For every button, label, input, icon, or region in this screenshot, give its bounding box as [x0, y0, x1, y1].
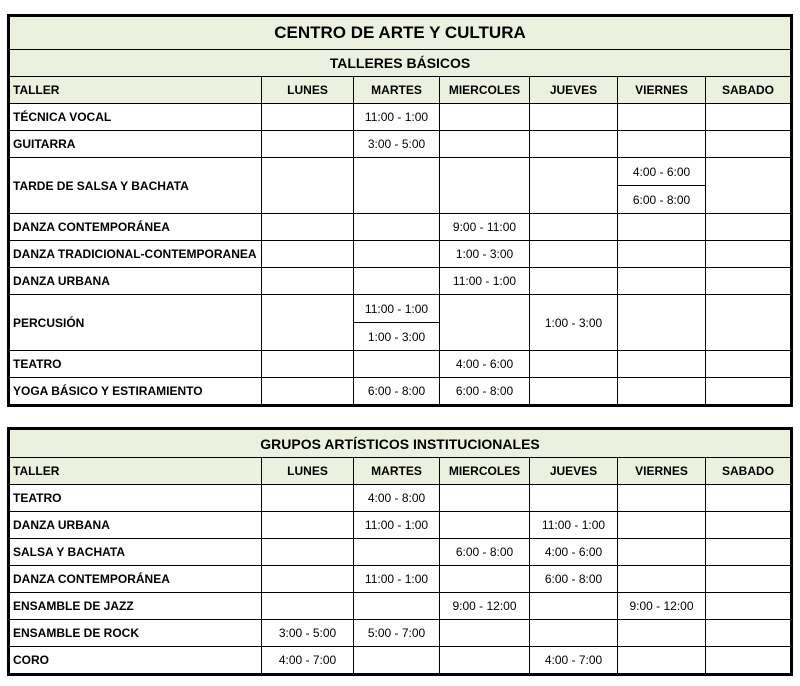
schedule-cell: 6:00 - 8:00 — [354, 378, 440, 405]
schedule-cell — [530, 214, 618, 241]
schedule-cell — [440, 647, 530, 674]
schedule-cell — [530, 268, 618, 295]
schedule-cell — [354, 351, 440, 378]
schedule-cell — [706, 566, 791, 593]
column-header: VIERNES — [618, 458, 706, 485]
schedule-cell: 11:00 - 1:00 — [354, 566, 440, 593]
column-header: MIERCOLES — [440, 77, 530, 104]
schedule-cell: 4:00 - 7:00 — [262, 647, 354, 674]
schedule-cell — [262, 158, 354, 214]
table-row — [10, 647, 791, 674]
schedule-cell: 4:00 - 7:00 — [530, 647, 618, 674]
schedule-cell: 4:00 - 6:00 — [530, 539, 618, 566]
schedule-cell: 9:00 - 12:00 — [440, 593, 530, 620]
schedule-cell — [530, 131, 618, 158]
schedule-cell — [618, 566, 706, 593]
column-header: TALLER — [10, 458, 262, 485]
table-row — [10, 241, 791, 268]
table-row — [10, 131, 791, 158]
schedule-cell: 6:00 - 8:00 — [530, 566, 618, 593]
column-header: SABADO — [706, 458, 791, 485]
schedule-cell — [618, 378, 706, 405]
schedule-cell — [440, 512, 530, 539]
schedule-cell — [530, 351, 618, 378]
schedule-time: 11:00 - 1:00 — [364, 301, 429, 316]
schedule-cell: 1:00 - 3:00 — [530, 295, 618, 351]
table-row — [10, 378, 791, 405]
column-header: SABADO — [706, 77, 791, 104]
schedule-cell: 5:00 - 7:00 — [354, 620, 440, 647]
schedule-cell: 3:00 - 5:00 — [262, 620, 354, 647]
schedule-cell — [354, 647, 440, 674]
taller-name: YOGA BÁSICO Y ESTIRAMIENTO — [10, 378, 262, 405]
schedule-cell: 4:00 - 8:00 — [354, 485, 440, 512]
column-header: LUNES — [262, 77, 354, 104]
schedule-cell — [262, 351, 354, 378]
schedule-cell — [262, 268, 354, 295]
schedule-cell: 11:00 - 1:00 — [354, 512, 440, 539]
schedule-cell: 11:00 - 1:00 — [440, 268, 530, 295]
schedule-cell — [262, 485, 354, 512]
schedule-time: 4:00 - 6:00 — [632, 164, 691, 179]
schedule-cell — [262, 131, 354, 158]
column-header: JUEVES — [530, 77, 618, 104]
schedule-cell — [618, 620, 706, 647]
schedule-cell — [262, 104, 354, 131]
schedule-time: 1:00 - 3:00 — [354, 322, 439, 350]
schedule-cell — [530, 241, 618, 268]
schedule-cell: 9:00 - 11:00 — [440, 214, 530, 241]
column-header: MIERCOLES — [440, 458, 530, 485]
schedule-cell — [706, 241, 791, 268]
section-title: TALLERES BÁSICOS — [10, 50, 791, 77]
table-row — [10, 539, 791, 566]
schedule-cell — [706, 131, 791, 158]
schedule-cell — [618, 241, 706, 268]
schedule-cell — [262, 378, 354, 405]
taller-name: ENSAMBLE DE JAZZ — [10, 593, 262, 620]
header-row — [10, 77, 791, 104]
schedule-cell — [530, 620, 618, 647]
talleres-basicos-section — [7, 14, 793, 407]
schedule-cell — [354, 214, 440, 241]
taller-name: DANZA TRADICIONAL-CONTEMPORANEA — [10, 241, 262, 268]
schedule-cell — [618, 104, 706, 131]
taller-name: TARDE DE SALSA Y BACHATA — [10, 158, 262, 214]
section-title: GRUPOS ARTÍSTICOS INSTITUCIONALES — [10, 430, 791, 458]
schedule-cell — [618, 512, 706, 539]
schedule-cell — [706, 620, 791, 647]
schedule-cell: 11:00 - 1:00 — [354, 104, 440, 131]
schedule-cell — [618, 268, 706, 295]
column-header: MARTES — [354, 458, 440, 485]
schedule-cell — [440, 104, 530, 131]
taller-name: TÉCNICA VOCAL — [10, 104, 262, 131]
column-header: TALLER — [10, 77, 262, 104]
schedule-cell — [530, 158, 618, 214]
schedule-cell — [440, 131, 530, 158]
taller-name: TEATRO — [10, 485, 262, 512]
table-row — [10, 566, 791, 593]
taller-name: SALSA Y BACHATA — [10, 539, 262, 566]
schedule-cell — [706, 214, 791, 241]
schedule-cell — [706, 351, 791, 378]
schedule-cell — [618, 351, 706, 378]
table-row — [10, 620, 791, 647]
schedule-cell — [706, 268, 791, 295]
schedule-cell — [706, 512, 791, 539]
table-row — [10, 158, 791, 214]
schedule-cell — [262, 566, 354, 593]
table-row — [10, 104, 791, 131]
schedule-cell — [262, 512, 354, 539]
taller-name: TEATRO — [10, 351, 262, 378]
schedule-cell: 6:00 - 8:00 — [440, 378, 530, 405]
taller-name: DANZA CONTEMPORÁNEA — [10, 566, 262, 593]
schedule-cell — [618, 539, 706, 566]
schedule-cell — [262, 539, 354, 566]
column-header: VIERNES — [618, 77, 706, 104]
schedule-cell — [706, 593, 791, 620]
schedule-cell — [440, 295, 530, 351]
schedule-time: 6:00 - 8:00 — [618, 185, 705, 213]
schedule-cell — [354, 241, 440, 268]
schedule-cell — [530, 104, 618, 131]
schedule-cell — [706, 539, 791, 566]
schedule-cell — [440, 158, 530, 214]
column-header: JUEVES — [530, 458, 618, 485]
column-header: MARTES — [354, 77, 440, 104]
schedule-cell — [354, 295, 440, 351]
schedule-cell — [618, 214, 706, 241]
schedule-cell — [354, 158, 440, 214]
schedule-cell — [262, 295, 354, 351]
schedule-cell — [262, 241, 354, 268]
header-row — [10, 458, 791, 485]
schedule-cell — [706, 378, 791, 405]
taller-name: DANZA URBANA — [10, 512, 262, 539]
page-title: CENTRO DE ARTE Y CULTURA — [10, 17, 791, 50]
table-row — [10, 351, 791, 378]
table-row — [10, 512, 791, 539]
schedule-cell — [440, 485, 530, 512]
taller-name: PERCUSIÓN — [10, 295, 262, 351]
table-row — [10, 593, 791, 620]
taller-name: DANZA URBANA — [10, 268, 262, 295]
schedule-cell — [706, 158, 791, 214]
schedule-cell — [618, 131, 706, 158]
schedule-cell: 1:00 - 3:00 — [440, 241, 530, 268]
table-row — [10, 214, 791, 241]
schedule-cell — [440, 566, 530, 593]
talleres-basicos-table — [9, 16, 791, 405]
schedule-cell: 4:00 - 6:00 — [440, 351, 530, 378]
schedule-cell — [706, 647, 791, 674]
schedule-cell — [618, 647, 706, 674]
schedule-cell — [706, 295, 791, 351]
taller-name: GUITARRA — [10, 131, 262, 158]
schedule-cell: 11:00 - 1:00 — [530, 512, 618, 539]
schedule-cell — [706, 485, 791, 512]
schedule-cell: 3:00 - 5:00 — [354, 131, 440, 158]
schedule-cell — [618, 295, 706, 351]
schedule-cell — [354, 539, 440, 566]
schedule-cell — [354, 593, 440, 620]
taller-name: DANZA CONTEMPORÁNEA — [10, 214, 262, 241]
schedule-cell: 9:00 - 12:00 — [618, 593, 706, 620]
taller-name: CORO — [10, 647, 262, 674]
schedule-cell — [618, 485, 706, 512]
schedule-cell: 6:00 - 8:00 — [440, 539, 530, 566]
schedule-cell — [262, 593, 354, 620]
schedule-cell — [530, 485, 618, 512]
schedule-cell — [530, 378, 618, 405]
table-row — [10, 485, 791, 512]
schedule-cell — [354, 268, 440, 295]
schedule-cell — [440, 620, 530, 647]
grupos-artisticos-section — [7, 427, 793, 676]
column-header: LUNES — [262, 458, 354, 485]
schedule-cell — [262, 214, 354, 241]
table-row — [10, 295, 791, 351]
table-row — [10, 268, 791, 295]
schedule-cell — [618, 158, 706, 214]
schedule-cell — [530, 593, 618, 620]
taller-name: ENSAMBLE DE ROCK — [10, 620, 262, 647]
grupos-artisticos-table — [9, 429, 791, 674]
schedule-cell — [706, 104, 791, 131]
